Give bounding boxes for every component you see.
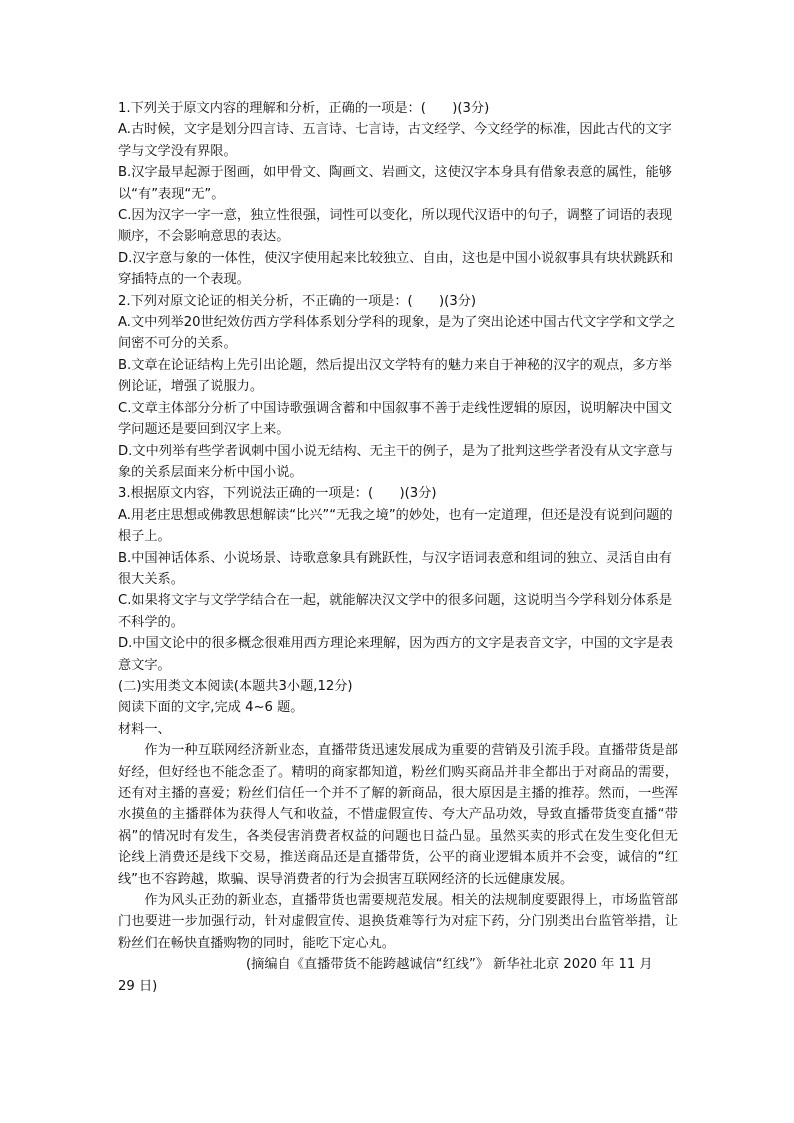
question-1-stem: 1.下列关于原文内容的理解和分析，正确的一项是：( )(3分) (118, 101, 490, 116)
material-paragraph-1: 作为一种互联网经济新业态，直播带货迅速发展成为重要的营销及引流手段。直播带货是部好经，但好经也不能念歪了。精明的商家都知道，粉丝们购买商品并非全都出于对商品的需要，还有对主播的喜爱；粉丝们信任一个并不了解的新商品，很大原因是主播的推荐。然而，一些浑水摸鱼的主播群体为获得人气和收益，不惜虚假宣传、夸大产品功效，导致直播带货变直播“带祸”的情况时有发生，各类侵害消费者权益的问题也日益凸显。虽然买卖的形式在发生变化但无论线上消费还是线下交易，推送商品还是直播带货，公平的商业逻辑本质并不会变，诚信的“红线”也不容跨越，欺骗、误导消费者的行为会损害互联网经济的长远健康发展。 (118, 743, 678, 887)
question-2-option-a: A.文中列举20世纪效仿西方学科体系划分学科的现象，是为了突出论述中国古代文字学和文学之间密不可分的关系。 (118, 315, 676, 352)
question-3-option-b: B.中国神话体系、小说场景、诗歌意象具有跳跃性，与汉字语词表意和组词的独立、灵活自由有很大关系。 (118, 550, 672, 587)
question-3-option-c: C.如果将文字与文学学结合在一起，就能解决汉文学中的很多问题，这说明当今学科划分体系是不科学的。 (118, 593, 673, 630)
section-heading: (二)实用类文本阅读(本题共3小题,12分) (118, 678, 353, 694)
source-citation-line-1: (摘编自《直播带货不能跨越诚信“红线”》 新华社北京 2020 年 11 月 (246, 957, 653, 973)
question-2-option-c: C.文章主体部分分析了中国诗歌强调含蓄和中国叙事不善于走线性逻辑的原因，说明解决中国文学问题还是要回到汉字上来。 (118, 400, 673, 438)
question-1-option-c: C.因为汉字一字一意，独立性很强，词性可以变化，所以现代汉语中的句子，调整了词语的表现顺序，不会影响意思的表达。 (118, 208, 673, 245)
question-2 (118, 291, 678, 484)
question-3-stem: 3.根据原文内容，下列说法正确的一项是：( )(3分) (118, 486, 437, 502)
source-citation (118, 954, 678, 997)
question-2-option-d: D.文中列举有些学者讽刺中国小说无结构、无主干的例子，是为了批判这些学者没有从文字意与象的关系层面来分析中国小说。 (118, 443, 674, 480)
question-1-option-a: A.古时候，文字是划分四言诗、五言诗、七言诗，古文经学、今文经学的标准，因此古代的文字学与文学没有界限。 (118, 122, 672, 159)
document-page (118, 98, 678, 997)
question-2-stem: 2.下列对原文论证的相关分析，不正确的一项是：( )(3分) (118, 293, 477, 309)
question-3-option-a: A.用老庄思想或佛教思想解读“比兴”“无我之境”的妙处，也有一定道理，但还是没有说到问题的根子上。 (118, 507, 673, 545)
question-2-option-b: B.文章在论证结构上先引出论题，然后提出汉文学特有的魅力来自于神秘的汉字的观点，多方举例论证，增强了说服力。 (118, 357, 672, 395)
question-1 (118, 98, 678, 291)
material-label: 材料一、 (118, 721, 171, 737)
section-instruction: 阅读下面的文字,完成 4~6 题。 (118, 700, 304, 716)
source-citation-line-2: 29 日) (118, 978, 158, 994)
question-1-option-d: D.汉字意与象的一体性，使汉字使用起来比较独立、自由，这也是中国小说叙事具有块状跳跃和穿插特点的一个表现。 (118, 250, 674, 288)
question-3 (118, 483, 678, 676)
material-paragraph-2: 作为风头正劲的新业态，直播带货也需要规范发展。相关的法规制度要跟得上，市场监管部门也要进一步加强行动，针对虚假宣传、退换货难等行为对症下药，分门别类出台监管举措，让粉丝们在畅快直播购物的同时，能吃下定心丸。 (118, 893, 678, 951)
reading-section (118, 676, 678, 997)
question-1-option-b: B.汉字最早起源于图画，如甲骨文、陶画文、岩画文，这使汉字本身具有借象表意的属性，能够以“有”表现“无”。 (118, 165, 672, 202)
question-3-option-d: D.中国文论中的很多概念很难用西方理论来理解，因为西方的文字是表音文字，中国的文字是表意文字。 (118, 636, 674, 673)
